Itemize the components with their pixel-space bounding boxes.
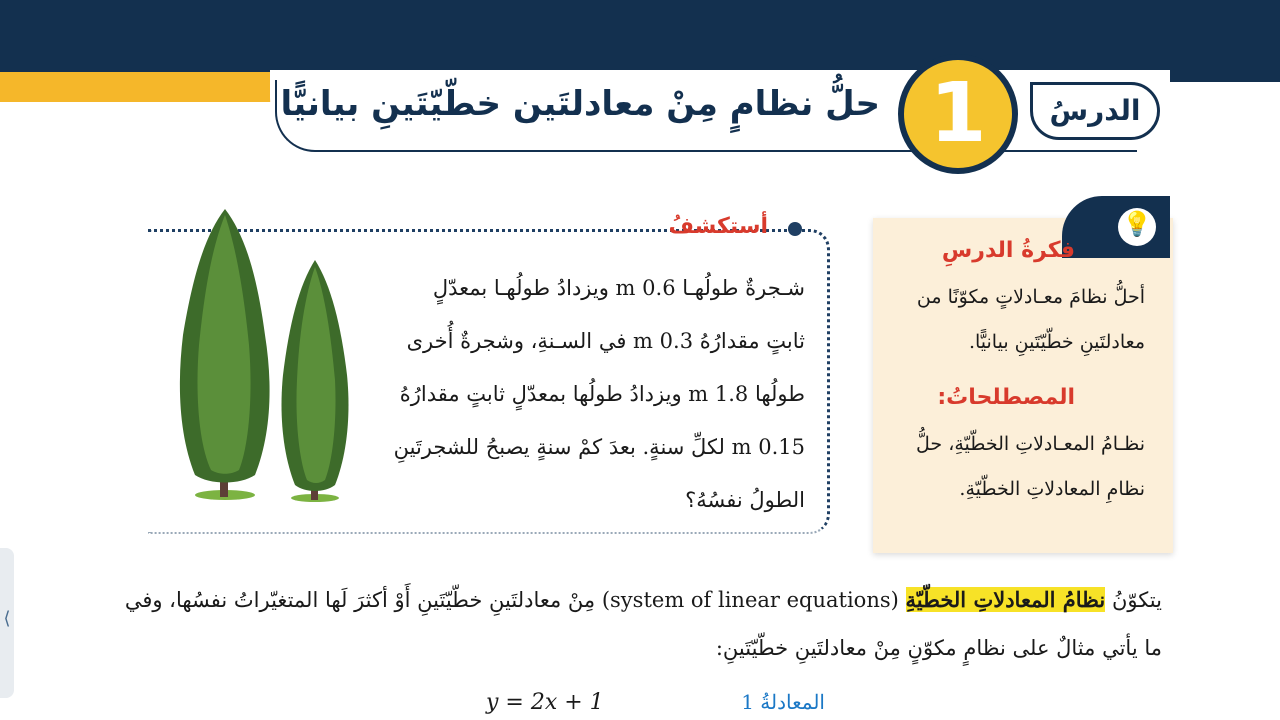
lesson-idea-heading: فكرةُ الدرسِ <box>941 238 1075 263</box>
lesson-idea-line-1: أحلُّ نظامَ معـادلاتٍ مكوّنًا من <box>916 286 1145 308</box>
terms-line-2: نظامِ المعادلاتِ الخطّيّةِ. <box>959 478 1145 500</box>
lesson-number: 1 <box>929 66 987 161</box>
explore-line-3: طولُها 1.8 m ويزدادُ طولُها بمعدّلٍ ثابتٍ مقدارُهُ <box>399 382 805 406</box>
side-panel-toggle[interactable] <box>0 548 14 698</box>
explore-line-2: ثابتٍ مقدارُهُ 0.3 m في السـنةِ، وشجرةٌ أُخرى <box>406 329 805 353</box>
definition-end: (system of linear equations) مِنْ معادلتَينِ خطّيّتَينِ أَوْ أكثرَ لَها المتغيّراتُ نفسُها، وفي <box>124 588 899 612</box>
explore-line-4: 0.15 m لكلِّ سنةٍ. بعدَ كمْ سنةٍ يصبحُ للشجرتَينِ <box>393 435 805 459</box>
header-accent-strip <box>0 72 300 102</box>
explore-line-5: الطولُ نفسُهُ؟ <box>685 488 805 512</box>
explore-heading: أستكشفُ <box>668 214 768 239</box>
terms-line-1: نظـامُ المعـادلاتِ الخطّيّةِ، حلُّ <box>916 433 1145 455</box>
definition-start: يتكوّنُ <box>1111 588 1162 612</box>
lightbulb-icon: 💡 <box>1118 208 1156 246</box>
lesson-title: حلُّ نظامٍ مِنْ معادلتَين خطّيّتَينِ بيانيًّا <box>280 84 880 124</box>
example-intro: ما يأتي مثالٌ على نظامٍ مكوّنٍ مِنْ معادلتَينِ خطّيّتَينِ: <box>715 636 1162 660</box>
poplar-trees-image <box>165 205 365 505</box>
terms-heading: المصطلحاتُ: <box>937 385 1075 410</box>
lesson-number-badge <box>898 54 1018 174</box>
explore-text <box>375 262 805 527</box>
equation-1: y = 2x + 1 <box>486 690 604 715</box>
chevron-left-icon: ⟨ <box>3 608 11 629</box>
explore-bullet <box>788 222 802 236</box>
lesson-label-tag <box>1030 82 1160 140</box>
tall-tree <box>180 209 270 500</box>
lesson-label: الدرسُ <box>1049 94 1141 127</box>
explore-line-1: شـجرةٌ طولُهـا 0.6 m ويزدادُ طولُهـا بمعدّلٍ <box>432 276 805 300</box>
equation-1-label: المعادلةُ 1 <box>741 690 825 714</box>
short-tree <box>282 260 349 502</box>
lesson-idea-line-2: معادلتَينِ خطّيّتَينِ بيانيًّا. <box>968 331 1145 353</box>
definition-paragraph <box>122 578 1162 622</box>
highlighted-term: نظامُ المعادلاتِ الخطّيّةِ <box>905 587 1106 612</box>
